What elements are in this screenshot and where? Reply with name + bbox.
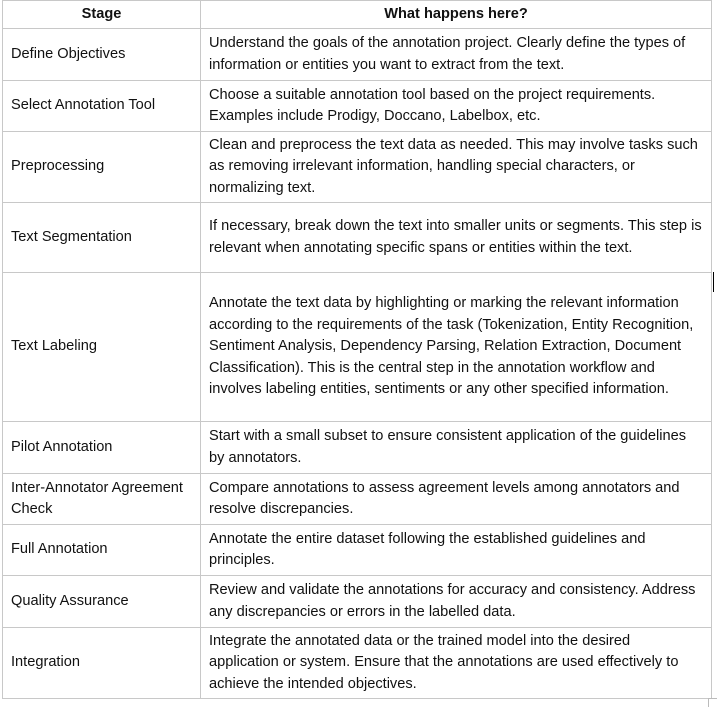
description-cell: Annotate the entire dataset following the established guidelines and principles.: [201, 525, 712, 576]
table-row: [3, 474, 712, 525]
stage-cell: Text Labeling: [3, 273, 201, 422]
stage-cell: Preprocessing: [3, 132, 201, 203]
table-row: [3, 525, 712, 576]
stage-cell: Define Objectives: [3, 29, 201, 81]
header-row: [3, 1, 712, 29]
stage-cell: Quality Assurance: [3, 576, 201, 628]
text-cursor: [713, 272, 714, 292]
stage-cell: Pilot Annotation: [3, 422, 201, 474]
description-cell: Integrate the annotated data or the trained model into the desired application or system. Ensure that the annotations are used effectively to achieve the intended objectives.: [201, 628, 712, 699]
description-cell: Start with a small subset to ensure consistent application of the guidelines by annotators.: [201, 422, 712, 474]
description-cell: Review and validate the annotations for accuracy and consistency. Address any discrepancies or errors in the labelled data.: [201, 576, 712, 628]
table-row: [3, 576, 712, 628]
table-row: [3, 422, 712, 474]
stage-cell: Inter-Annotator Agreement Check: [3, 474, 201, 525]
description-cell: Annotate the text data by highlighting or marking the relevant information according to the requirements of the task (Tokenization, Entity Recognition, Sentiment Analysis, Dependency Parsing, Relation Extraction, Document Classification). This is the central step in the annotation workflow and involves labeling entities, sentiments or any other specified information.: [201, 273, 712, 422]
description-cell: Choose a suitable annotation tool based on the project requirements. Examples include Prodigy, Doccano, Labelbox, etc.: [201, 81, 712, 132]
table-row: [3, 81, 712, 132]
stage-cell: Integration: [3, 628, 201, 699]
description-cell: Compare annotations to assess agreement levels among annotators and resolve discrepancies.: [201, 474, 712, 525]
header-stage: Stage: [3, 1, 201, 29]
table-row: [3, 628, 712, 699]
header-what: What happens here?: [201, 1, 712, 29]
table-row: [3, 273, 712, 422]
annotation-stages-table: [2, 0, 712, 699]
description-cell: Understand the goals of the annotation project. Clearly define the types of information or entities you want to extract from the text.: [201, 29, 712, 81]
stage-cell: Full Annotation: [3, 525, 201, 576]
table-row: [3, 203, 712, 273]
stage-cell: Select Annotation Tool: [3, 81, 201, 132]
description-cell: Clean and preprocess the text data as needed. This may involve tasks such as removing irrelevant information, handling special characters, or normalizing text.: [201, 132, 712, 203]
table-row: [3, 132, 712, 203]
description-cell: If necessary, break down the text into smaller units or segments. This step is relevant when annotating specific spans or entities within the text.: [201, 203, 712, 273]
table-row: [3, 29, 712, 81]
stage-cell: Text Segmentation: [3, 203, 201, 273]
